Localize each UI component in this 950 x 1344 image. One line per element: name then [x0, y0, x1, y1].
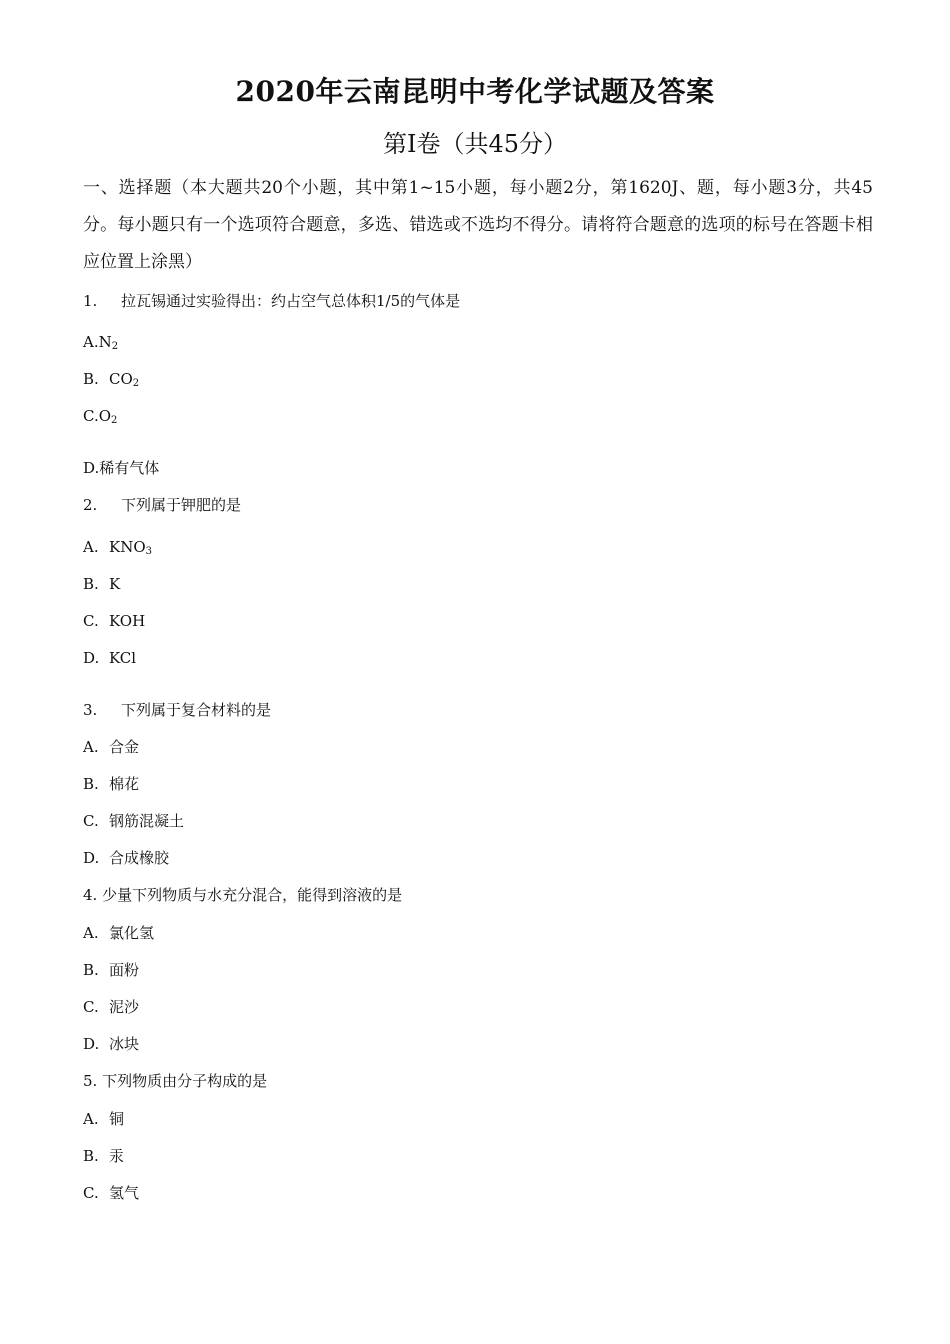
- question-text: 下列属于复合材料的是: [121, 701, 272, 719]
- option-text: 冰块: [109, 1035, 140, 1053]
- option-label: C.: [83, 612, 99, 630]
- option-text: K: [109, 575, 121, 593]
- option-label: A.: [83, 924, 99, 942]
- option-text: N: [98, 333, 112, 351]
- option-label: A.: [83, 1110, 99, 1128]
- question-4: [83, 884, 402, 905]
- option-label: D.: [83, 459, 100, 477]
- question-2-option-b: [83, 575, 120, 593]
- option-subscript: 3: [145, 546, 153, 557]
- question-1: [83, 290, 460, 311]
- option-label: D.: [83, 649, 100, 667]
- question-2-option-d: [83, 649, 136, 667]
- option-text: 钢筋混凝土: [109, 812, 185, 830]
- question-number: 5.: [83, 1072, 98, 1090]
- option-text: CO: [109, 370, 133, 388]
- question-5-option-a: [83, 1108, 124, 1129]
- question-1-option-b: [83, 370, 139, 389]
- question-3: [83, 699, 271, 720]
- option-text: KCl: [109, 649, 137, 667]
- question-text: 拉瓦锡通过实验得出：约占空气总体积1/5的气体是: [121, 292, 461, 310]
- option-subscript: 2: [111, 341, 119, 352]
- question-3-option-c: [83, 810, 184, 831]
- option-text: 氯化氢: [109, 924, 155, 942]
- option-text: 泥沙: [109, 998, 140, 1016]
- question-number: 1.: [83, 292, 98, 310]
- question-text: 下列物质由分子构成的是: [102, 1072, 268, 1090]
- option-subscript: 2: [111, 415, 118, 426]
- question-3-option-d: [83, 847, 169, 868]
- question-1-option-a: [83, 333, 118, 352]
- option-label: B.: [83, 961, 99, 979]
- option-label: B.: [83, 370, 99, 388]
- question-text: 少量下列物质与水充分混合，能得到溶液的是: [102, 886, 403, 904]
- option-text: 稀有气体: [99, 459, 160, 477]
- question-number: 4.: [83, 886, 98, 904]
- question-2-option-c: [83, 612, 145, 630]
- question-4-option-b: [83, 959, 139, 980]
- question-4-option-d: [83, 1033, 139, 1054]
- question-4-option-a: [83, 922, 154, 943]
- option-label: C.: [83, 1184, 99, 1202]
- question-number: 3.: [83, 701, 98, 719]
- question-5-option-c: [83, 1182, 139, 1203]
- question-4-option-c: [83, 996, 139, 1017]
- question-3-option-b: [83, 773, 139, 794]
- option-text: KNO: [109, 538, 146, 556]
- option-text: KOH: [109, 612, 146, 630]
- question-5-option-b: [83, 1145, 124, 1166]
- option-text: 氢气: [109, 1184, 140, 1202]
- question-text: 下列属于钾肥的是: [121, 496, 242, 514]
- option-label: C.: [83, 812, 99, 830]
- option-label: B.: [83, 1147, 99, 1165]
- option-label: D.: [83, 849, 100, 867]
- option-subscript: 2: [132, 378, 140, 389]
- question-1-option-c: [83, 407, 117, 426]
- question-3-option-a: [83, 736, 139, 757]
- option-label: B.: [83, 775, 99, 793]
- option-label: C.: [83, 407, 99, 425]
- instructions-paragraph: 一、选择题（本大题共20个小题，其中第1~15小题，每小题2分，第1620J、题，每小题3分，共45分。每小题只有一个选项符合题意，多选、错选或不选均不得分。请将符合题意的选项的标号在答题卡相应位置上涂黑）: [83, 178, 873, 272]
- option-label: D.: [83, 1035, 100, 1053]
- question-2-option-a: [83, 538, 152, 557]
- question-1-option-d: [83, 457, 159, 478]
- question-2: [83, 494, 241, 515]
- option-label: B.: [83, 575, 99, 593]
- document-title: 2020年云南昆明中考化学试题及答案: [235, 75, 715, 108]
- option-text: 面粉: [109, 961, 140, 979]
- option-label: A.: [83, 738, 99, 756]
- option-text: 合成橡胶: [109, 849, 170, 867]
- option-text: 合金: [109, 738, 140, 756]
- option-text: O: [98, 407, 112, 425]
- question-number: 2.: [83, 496, 98, 514]
- option-text: 汞: [109, 1147, 125, 1165]
- option-label: A.: [83, 538, 99, 556]
- option-text: 铜: [109, 1110, 125, 1128]
- option-text: 棉花: [109, 775, 140, 793]
- option-label: A.: [83, 333, 99, 351]
- question-5: [83, 1070, 267, 1091]
- option-label: C.: [83, 998, 99, 1016]
- section-title: 第I卷（共45分）: [382, 130, 568, 158]
